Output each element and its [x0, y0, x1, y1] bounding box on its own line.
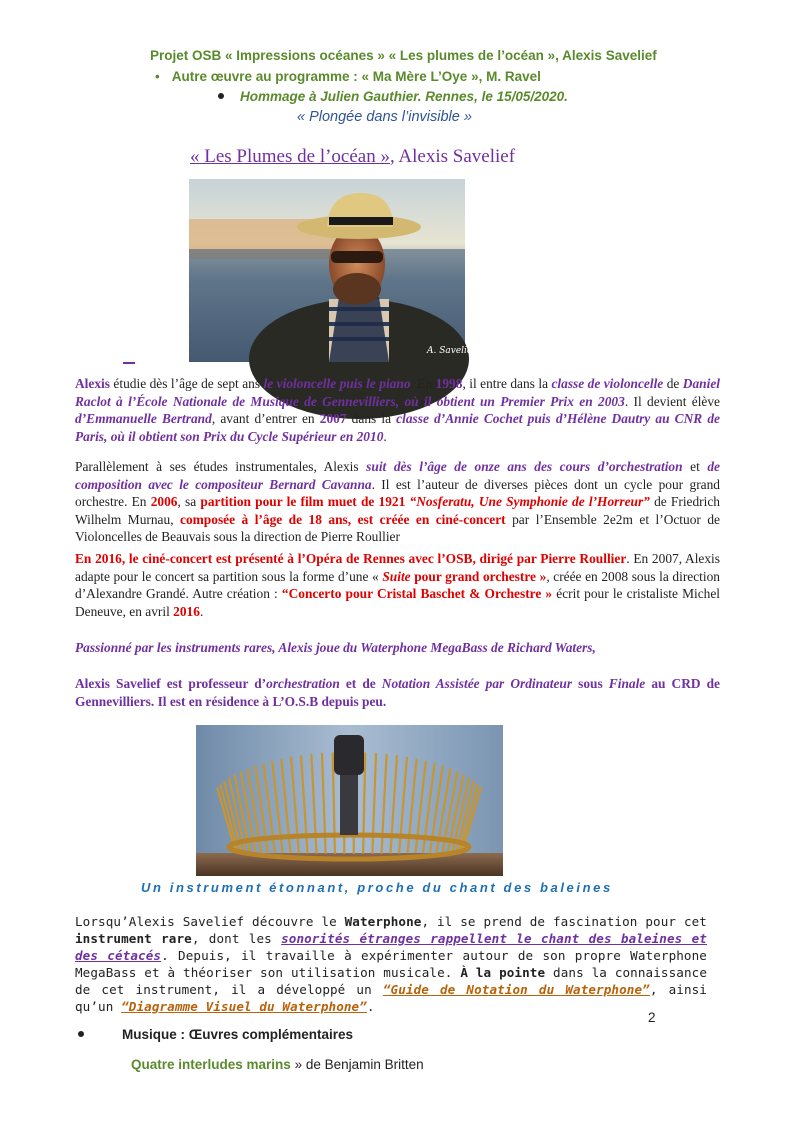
header-line-1: Projet OSB « Impressions océanes » « Les plumes de l’océan », Alexis Savelief [150, 48, 657, 63]
text-run: le violoncelle puis le piano [263, 376, 411, 391]
title-link[interactable]: « Les Plumes de l’océan » [190, 146, 390, 167]
notation-guide-link[interactable]: “Guide de Notation du Waterphone” [382, 982, 650, 997]
text-run: , ainsi qu’un [75, 982, 707, 1014]
text-run: Suite [382, 568, 411, 584]
bullet-dot [78, 1031, 84, 1037]
header-line-3 [218, 89, 568, 104]
text-run: 2007 [319, 411, 347, 427]
paragraph-waterphone [75, 913, 707, 1015]
text-run: instrument rare [75, 931, 192, 946]
text-run: . Depuis, il travaille à expérimenter autour de son propre Waterphone MegaBass et à théoriser son utilisation musicale. [75, 948, 707, 980]
title-author: , Alexis Savelief [389, 146, 516, 167]
text-run: . [366, 999, 375, 1014]
photo-caption: Un instrument étonnant, proche du chant des baleines [141, 880, 613, 895]
text-run: dans la [346, 411, 397, 427]
paragraph-bio-3 [75, 550, 720, 620]
text-run: , sa [177, 494, 201, 510]
text-run: , avant d’entrer en [211, 411, 320, 427]
text-run: . [199, 603, 204, 619]
music-item-composer: » de Benjamin Britten [290, 1057, 424, 1072]
text-run: Notation Assistée par Ordinateur [381, 676, 573, 691]
section-music-label: Musique : Œuvres complémentaires [122, 1027, 354, 1042]
text-run: étudie dès l’âge de sept ans [109, 376, 264, 391]
paragraph-teaching [75, 675, 720, 710]
text-run: À la pointe [460, 965, 546, 980]
section-music [78, 1027, 353, 1042]
paragraph-bio-2 [75, 458, 720, 546]
text-run: sous [572, 676, 609, 691]
text-run: Alexis Savelief est professeur d’ [75, 676, 267, 691]
waterphone-image [196, 725, 503, 876]
text-run: composée à l’âge de 18 ans, est créée en ciné-concert [180, 511, 506, 527]
text-run: “Nosferatu, Une Symphonie de l’Horreur” [409, 494, 650, 510]
text-run: 2016 [173, 603, 200, 619]
text-run: Alexis [75, 376, 110, 391]
text-run: et de [339, 676, 382, 691]
text-run: 2006 [150, 494, 178, 510]
text-run: , créée en 2008 sous la direction d’Alexandre Grandé. Autre création : [75, 568, 720, 602]
whale-sounds-link[interactable]: sonorités étranges rappellent le chant des baleines et des cétacés [75, 931, 707, 963]
text-run: classe de violoncelle [551, 376, 664, 391]
text-run: écrit pour le cristaliste Michel Deneuve, en avril [75, 586, 720, 619]
text-run: partition pour le film muet de 1921 [200, 494, 410, 510]
text-run: , il entre dans la [462, 376, 552, 391]
text-run: d’Emmanuelle Bertrand [75, 411, 212, 427]
section-music-item [131, 1057, 424, 1072]
text-run: . [383, 428, 387, 444]
text-run: orchestration [266, 676, 340, 691]
header-subtitle: « Plongée dans l’invisible » [297, 109, 472, 125]
paragraph-waterphone-intro [75, 639, 720, 657]
waterphone-photo [196, 725, 503, 876]
page-number: 2 [648, 1010, 656, 1025]
text-run: Daniel Raclot à l’École Nationale de Musique de Gennevilliers, où il obtient un Premier Prix en 2003 [75, 376, 720, 409]
text-run: “Concerto pour Cristal Baschet & Orchestre » [281, 586, 553, 602]
header-line-3-text: Hommage à Julien Gauthier. Rennes, le 15/05/2020. [240, 89, 568, 104]
text-run: de composition avec le compositeur Bernard Cavanna [75, 459, 720, 492]
text-run: suit dès l’âge de onze ans des cours d’orchestration [366, 459, 683, 474]
text-run: Parallèlement à ses études instrumentales, Alexis [75, 459, 367, 474]
visual-diagram-link[interactable]: “Diagramme Visuel du Waterphone” [121, 999, 367, 1014]
text-run: Passionné par les instruments rares, Alexis joue du Waterphone MegaBass de Richard Waters, [75, 640, 596, 655]
text-run: . Il devient élève [624, 393, 721, 409]
text-run: de Friedrich Wilhelm Murnau, [75, 494, 721, 527]
paragraph-bio-1 [75, 375, 720, 445]
text-run: Waterphone [344, 914, 422, 929]
text-run: au CRD de Gennevilliers. Il est en résidence à L’O.S.B depuis peu. [75, 676, 720, 709]
text-run: de [663, 376, 683, 391]
text-run: par l’Ensemble 2e2m et l’Octuor de Violoncelles de Beauvais sous la direction de Pierre Roullier [75, 511, 720, 545]
text-run: En 2016, le ciné-concert est présenté à l’Opéra de Rennes avec l’OSB, dirigé par Pierre Roullier [75, 551, 627, 566]
music-item-title: Quatre interludes marins [131, 1057, 291, 1072]
text-run: pour grand orchestre » [410, 568, 547, 584]
text-run: classe d’Annie Cochet puis d’Hélène Dautry au CNR de Paris, où il obtient son Prix du Cycle Supérieur en 2010 [75, 411, 720, 444]
text-run: . Il est l’auteur de diverses pièces dont un cycle pour grand orchestre. En [75, 476, 720, 510]
bullet-small: • [155, 69, 160, 84]
text-run: dans la connaissance de cet instrument, il a développé un [75, 965, 708, 997]
text-run: Lorsqu’Alexis Savelief découvre le [75, 914, 345, 929]
bullet-dot [218, 93, 224, 99]
portrait-photo [189, 179, 476, 362]
header-line-2 [155, 69, 541, 84]
stray-underscore [123, 362, 135, 364]
header-line-2-text: Autre œuvre au programme : « Ma Mère L’Oye », M. Ravel [171, 69, 541, 84]
text-run: , il se prend de fascination pour cet [421, 914, 707, 929]
text-run: 1998 [435, 376, 463, 391]
article-title [190, 146, 515, 168]
photo-signature: A. Savelief [427, 346, 476, 356]
text-run: et [682, 459, 708, 474]
text-run: , dont les [191, 931, 282, 946]
portrait-image [189, 179, 476, 362]
text-run: . En [410, 376, 436, 391]
text-run: . En 2007, Alexis adapte pour le concert sa partition sous la forme d’une « [75, 551, 720, 584]
text-run: Finale [608, 676, 646, 691]
